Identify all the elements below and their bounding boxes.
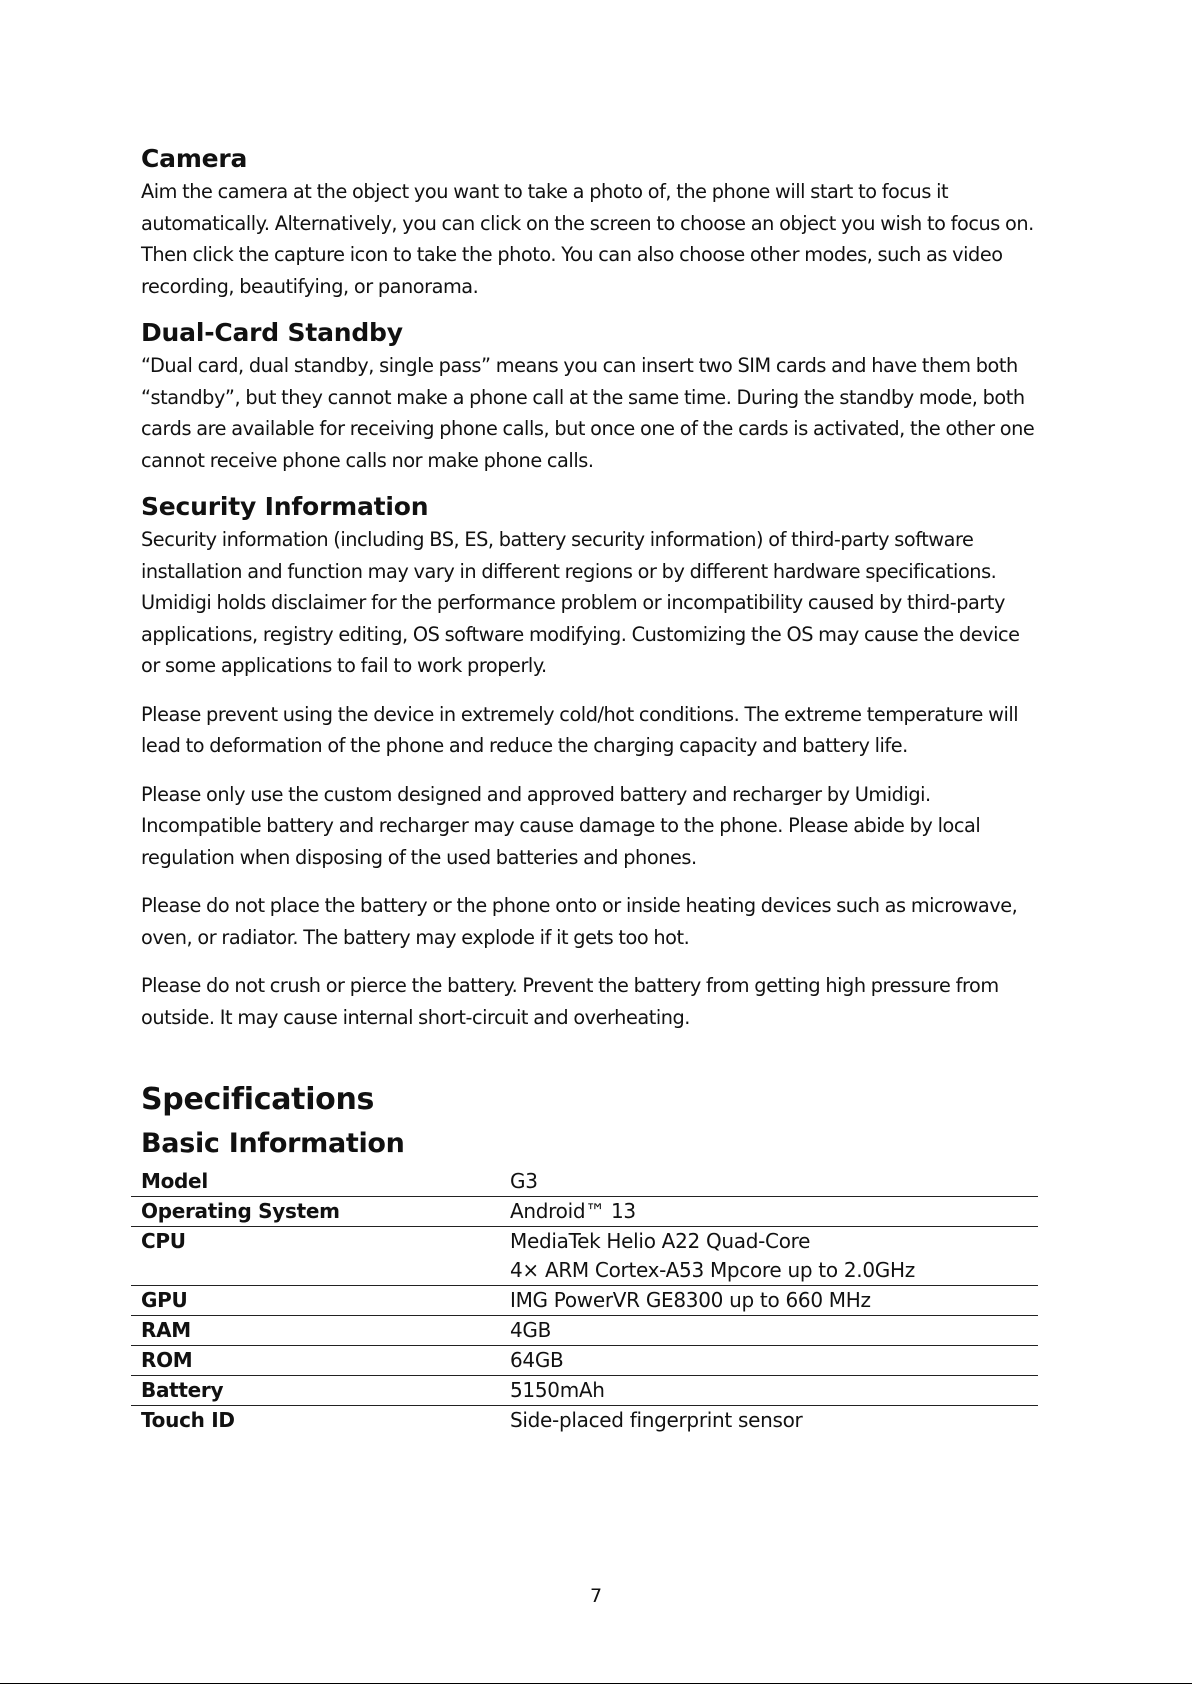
table-row	[131, 1167, 1038, 1197]
camera-paragraph: Aim the camera at the object you want to take a photo of, the phone will start to focus it automatically. Alternatively, you can click on the screen to choose an object you wish to focus on. Then click the capture icon to take the photo. You can also choose other modes, such as video recording, beautifying, or panorama.	[141, 180, 1034, 298]
spec-label: Touch ID	[141, 1408, 235, 1432]
security-paragraph: Please prevent using the device in extremely cold/hot conditions. The extreme temperature will lead to deformation of the phone and reduce the charging capacity and battery life.	[141, 702, 1019, 757]
specifications-title: Specifications	[141, 1082, 375, 1117]
spec-label: Battery	[131, 1376, 500, 1406]
spec-label: Model	[131, 1167, 500, 1197]
spec-value: IMG PowerVR GE8300 up to 660 MHz	[500, 1286, 1038, 1316]
table-row	[131, 1406, 1038, 1436]
spec-label: Operating System	[131, 1197, 500, 1227]
table-row	[131, 1227, 1038, 1286]
document-body	[141, 142, 1041, 1033]
section-heading-dual-card-standby: Dual-Card Standby	[141, 318, 403, 347]
table-row	[131, 1286, 1038, 1316]
spec-value: 5150mAh	[500, 1376, 1038, 1406]
spec-value: MediaTek Helio A22 Quad-Core	[510, 1229, 811, 1253]
specifications-table	[131, 1167, 1038, 1435]
security-paragraph: Please do not place the battery or the phone onto or inside heating devices such as microwave, oven, or radiator. The battery may explode if it gets too hot.	[141, 894, 1018, 949]
security-paragraph: Please do not crush or pierce the battery. Prevent the battery from getting high pressure from outside. It may cause internal short-circuit and overheating.	[141, 974, 999, 1029]
specifications-header	[141, 1080, 405, 1162]
bottom-rule	[0, 1683, 1192, 1684]
spec-label: ROM	[131, 1346, 500, 1376]
section-heading-security-information: Security Information	[141, 492, 429, 521]
spec-label: CPU	[131, 1227, 500, 1286]
table-row	[131, 1376, 1038, 1406]
spec-value: 64GB	[500, 1346, 1038, 1376]
security-paragraph: Security information (including BS, ES, battery security information) of third-party software installation and function may vary in different regions or by different hardware specifications. Umidigi holds disclaimer for the performance problem or incompatibility caused by third-party applications, registry editing, OS software modifying. Customizing the OS may cause the device or some applications to fail to work properly.	[141, 528, 1020, 677]
basic-information-subtitle: Basic Information	[141, 1128, 405, 1159]
page-number: 7	[589, 1585, 603, 1607]
spec-value: Android™ 13	[500, 1197, 1038, 1227]
section-heading-camera: Camera	[141, 144, 248, 173]
spec-label: RAM	[131, 1316, 500, 1346]
spec-value-multiline	[500, 1227, 1038, 1286]
spec-value: G3	[500, 1167, 1038, 1197]
spec-value-secondary: 4× ARM Cortex-A53 Mpcore up to 2.0GHz	[510, 1258, 915, 1282]
spec-value: 4GB	[500, 1316, 1038, 1346]
dual-card-paragraph: “Dual card, dual standby, single pass” means you can insert two SIM cards and have them both “standby”, but they cannot make a phone call at the same time. During the standby mode, both cards are available for receiving phone calls, but once one of the cards is activated, the other one cannot receive phone calls nor make phone calls.	[141, 354, 1035, 472]
security-paragraph: Please only use the custom designed and approved battery and recharger by Umidigi. Incompatible battery and recharger may cause damage to the phone. Please abide by local regulation when disposing of the used batteries and phones.	[141, 782, 981, 869]
spec-label: GPU	[131, 1286, 500, 1316]
spec-value: Side-placed fingerprint sensor	[510, 1408, 803, 1432]
table-row	[131, 1197, 1038, 1227]
table-row	[131, 1346, 1038, 1376]
table-row	[131, 1316, 1038, 1346]
